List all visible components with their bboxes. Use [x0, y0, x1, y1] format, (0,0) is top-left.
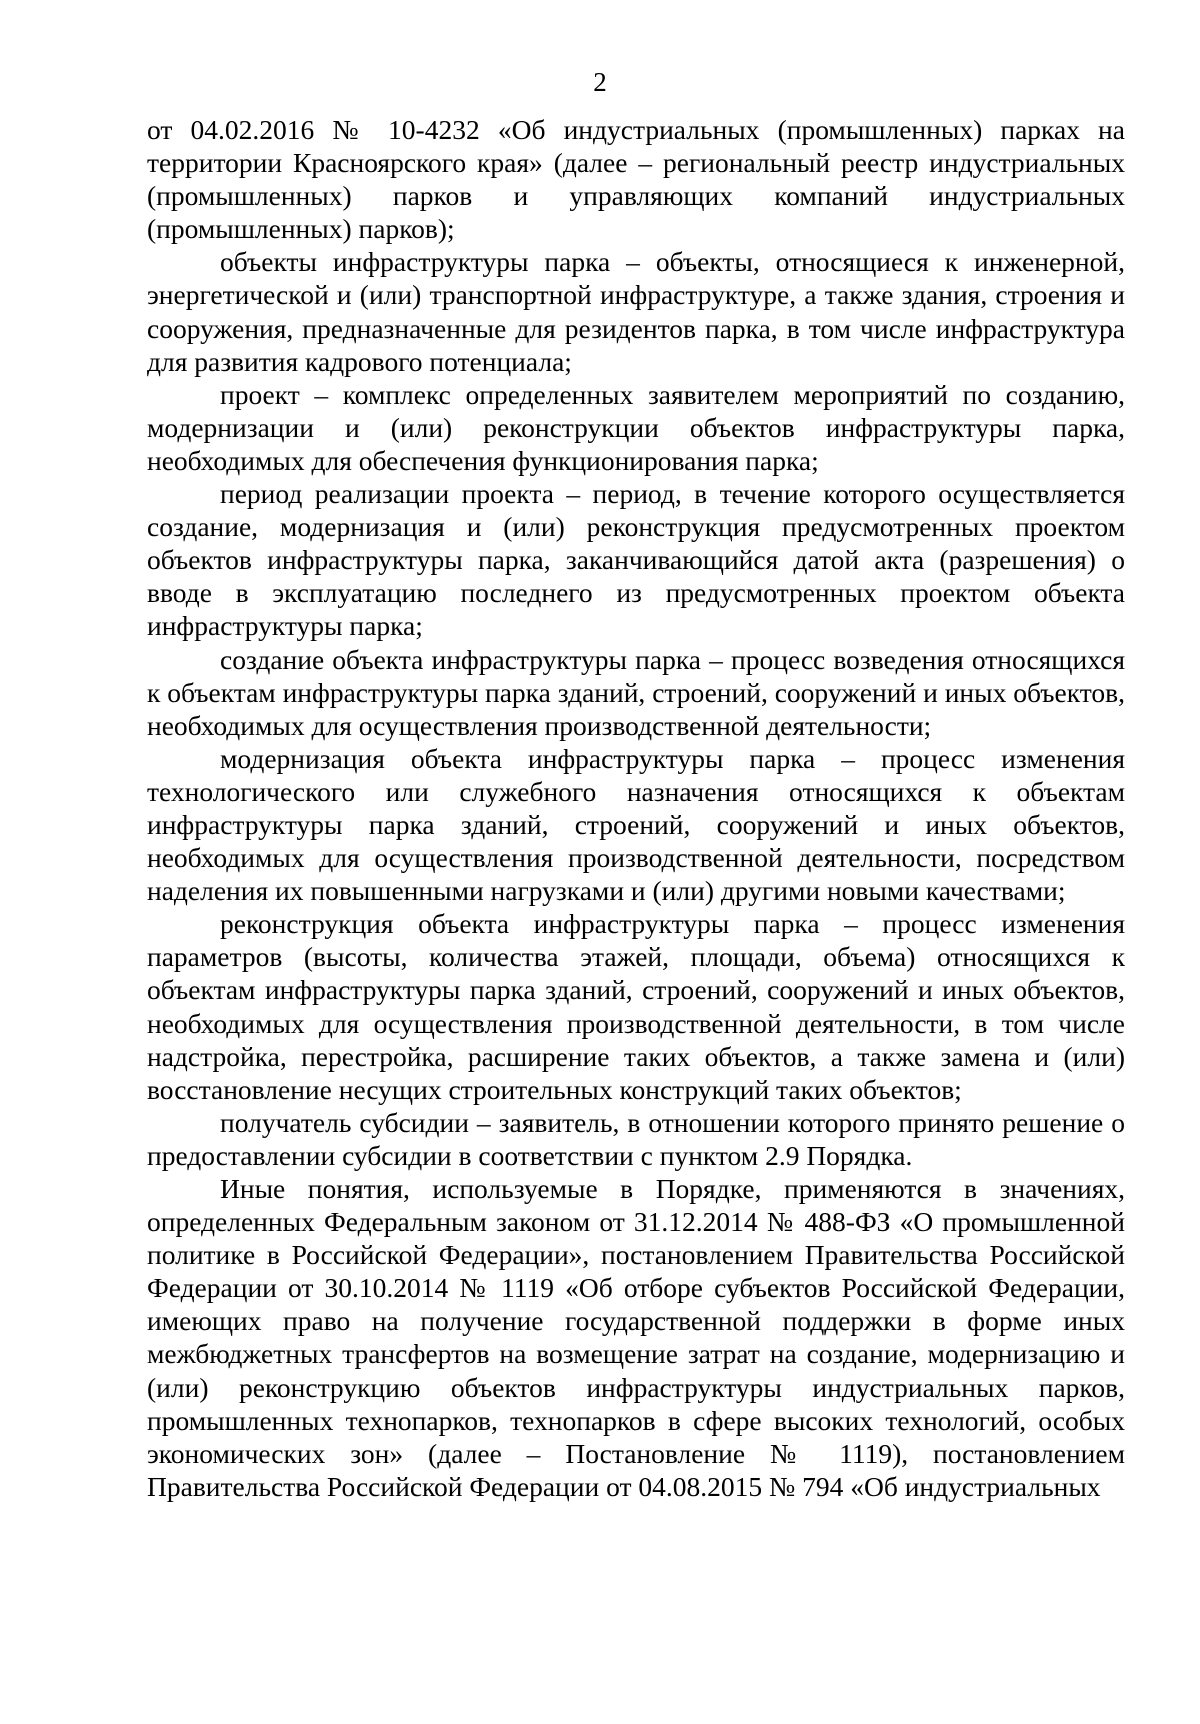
paragraph-definition-modernization: модернизация объекта инфраструктуры парка – процесс изменения технологического или служебного назначения относящихся к объектам инфраструктуры парка зданий, строений, сооружений и иных объектов, необходимых для осуществления производственной деятельности, посредством наделения их повышенными нагрузками и (или) другими новыми качествами; [147, 742, 1125, 907]
paragraph-definition-project-period: период реализации проекта – период, в течение которого осуществляется создание, модернизация и (или) реконструкция предусмотренных проектом объектов инфраструктуры парка, заканчивающийся датой акта (разрешения) о вводе в эксплуатацию последнего из предусмотренных проектом объекта инфраструктуры парка; [147, 478, 1125, 642]
page-number: 2 [593, 67, 607, 97]
document-body [147, 113, 1125, 1503]
paragraph-definition-creation: создание объекта инфраструктуры парка – процесс возведения относящихся к объектам инфраструктуры парка зданий, строений, сооружений и иных объектов, необходимых для осуществления производственной деятельности; [147, 643, 1125, 741]
paragraph-definition-project: проект – комплекс определенных заявителем мероприятий по созданию, модернизации и (или) реконструкции объектов инфраструктуры парка, необходимых для обеспечения функционирования парка; [147, 378, 1125, 476]
paragraph-other-terms: Иные понятия, используемые в Порядке, применяются в значениях, определенных Федеральным законом от 31.12.2014 № 488-ФЗ «О промышленной политике в Российской Федерации», постановлением Правительства Российской Федерации от 30.10.2014 № 1119 «Об отборе субъектов Российской Федерации, имеющих право на получение государственной поддержки в форме иных межбюджетных трансфертов на возмещение затрат на создание, модернизацию и (или) реконструкцию объектов инфраструктуры индустриальных парков, промышленных технопарков, технопарков в сфере высоких технологий, особых экономических зон» (далее – Постановление № 1119), постановлением Правительства Российской Федерации от 04.08.2015 № 794 «Об индустриальных [147, 1173, 1125, 1502]
paragraph-definition-subsidy-recipient: получатель субсидии – заявитель, в отношении которого принято решение о предоставлении субсидии в соответствии с пунктом 2.9 Порядка. [147, 1106, 1125, 1171]
paragraph-continuation: от 04.02.2016 № 10-4232 «Об индустриальных (промышленных) парках на территории Красноярского края» (далее – региональный реестр индустриальных (промышленных) парков и управляющих компаний индустриальных (промышленных) парков); [147, 114, 1125, 245]
paragraph-definition-infrastructure-objects: объекты инфраструктуры парка – объекты, относящиеся к инженерной, энергетической и (или) транспортной инфраструктуре, а также здания, строения и сооружения, предназначенные для резидентов парка, в том числе инфраструктура для развития кадрового потенциала; [147, 246, 1125, 377]
paragraph-definition-reconstruction: реконструкция объекта инфраструктуры парка – процесс изменения параметров (высоты, количества этажей, площади, объема) относящихся к объектам инфраструктуры парка зданий, строений, сооружений и иных объектов, необходимых для осуществления производственной деятельности, в том числе надстройка, перестройка, расширение таких объектов, а также замена и (или) восстановление несущих строительных конструкций таких объектов; [147, 908, 1125, 1105]
